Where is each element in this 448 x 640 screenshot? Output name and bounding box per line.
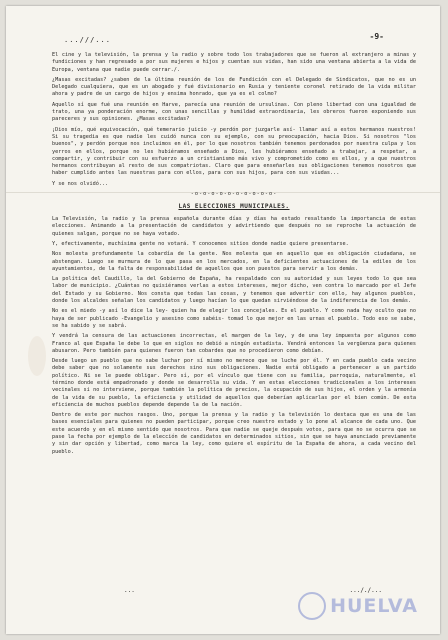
paragraph: Y se nos olvidó... bbox=[52, 180, 109, 187]
document-page bbox=[6, 6, 440, 634]
header-marker: ...///... bbox=[64, 36, 111, 44]
footer-left-marker: ... bbox=[124, 587, 135, 594]
paragraph: Y, efectivamente, muchísima gente no votará. Y conocemos sitios donde nadie quiere presentarse. bbox=[52, 240, 349, 247]
paragraph: La Televisión, la radio y la prensa española durante días y días ha estado resaltando la importancia de estas elecciones. Animando a la presentación de candidatos y advirtiendo que después no se reproche la actuación de quienes salgan, porque no se haya votado. bbox=[52, 216, 416, 237]
paragraph: ¿Masas excitadas? ¿saben de la última reunión de los de Fundición con el Delegado de Sindicatos, que no es un Delegado cualquiera, que es un abogado y fué divisionario en Rusia y teniente coronel retirado de la vida militar ahora y padre de un cargo de hijos y ensima honrado, que ya es el colmo? bbox=[52, 76, 416, 98]
paper-stain bbox=[28, 336, 46, 376]
paragraph: Nos molesta profundamente la cobardía de la gente. Nos molesta que en aquello que es obligación ciudadana, se abstengan. Luego se murmura de lo que pasa en los mercados, en la deficientes actuaciones de la ediles de los ayuntamientos, de la falta de responsabilidad de aquellos que son puestos para servir a los demás. bbox=[52, 251, 416, 272]
paragraph: Aquello sí que fué una reunión en Harve, parecía una reunión de ursulinas. Con pleno libertad con una igualdad de trato, una ya ponderación enorme, con unas sencillas y humildad extraordinaria, les obreros fueron exponiendo sus pareceres y sus opiniones. ¿Masas excitadas? bbox=[52, 101, 416, 123]
paragraph: ¡Dios mío, qué equivocación, qué temerario juicio -y perdón por juzgarle así- llamar así a estos hermanos nuestros! Si su tragedia es que nadie les cuidó nunca con su ejemplo, con su preocupación, hacia Dios. Si nosotros "los buenos", y perdón porque nos incluimos en él, por lo que nosotros también tenemos perdonados por nuestra culpa y los yerros en ellos, porque no les hubiéramos enseñado a Dios, les hubiéramos enseñado a trabajar, a respetar, a compartir, y contribuir con su esfuerzo a un cristianismo más vivo y comprometido como es ellos, y a que nuestros hermanos contribuyan al resto de sus compatriotas. Claro que para enseñarles sus obligaciones tenemos nosotros que haber cumplido antes las nuestras para con ellos, para con sus hijos, para con sus viudas... bbox=[52, 126, 416, 177]
paragraph: La política del Caudillo, la del Gobierno de España, ha respaldado con su autoridad y sus leyes todo lo que sea labor de municipio. ¿Cuántas no quisiéramos verlas a estos intereses, mejor dicho, ven contra lo marcado por el Jefe del Estado y su Gobierno. Nos consta que todas las cosas, y tenemos que advertir con ello, hay algunos pueblos, donde los alcaldes señalan los candidatos y luego hacían lo que quedan sirviéndose de la indiferencia de los demás. bbox=[52, 276, 416, 305]
page-number: -9- bbox=[369, 32, 384, 41]
archive-watermark bbox=[298, 592, 418, 620]
paragraph: No es el miedo -y así lo dice la ley- quien ha de elegir los concejales. Es el pueblo. Y como nada hay oculto que no haya de ser publicado -Evangelio y asesino como sabéis- tomad lo que mejor en las urnas el pueblo. Todo eso se sabe, se ha sabido y se sabrá. bbox=[52, 308, 416, 329]
footer-continuation-marker: ..././... bbox=[349, 587, 382, 594]
paragraph: Dentro de este por muchos rasgos. Uno, porque la prensa y la radio y la televisión lo destaca que es una de las bases esenciales para quienes no pueden participar, porque creo nuestro estado y lo pone al alcance de cada uno. Que este acuerdo y en el mismo sentido que nosotros. Para que nadie se queje después votos, para que no se ocurra que se pase la fecha por ejemplo de la elección de candidatos en determinados sitios, sin que se haya anunciado previamente y sin dar opción y libertad, como marca la ley, como quiere el espíritu de la España de ahora, a cada vecino del pueblo. bbox=[52, 412, 416, 455]
document-body bbox=[52, 52, 416, 459]
watermark-text: HUELVA bbox=[330, 595, 418, 617]
section-divider: -o-o-o-o-o-o-o-o-o-o- bbox=[190, 191, 278, 198]
paragraph: Desde luego un pueblo que no sabe luchar por sí mismo no merece que se luche por él. Y en cada pueblo cada vecino debe saber que no solamente sus derechos sino sus obligaciones. Nadie está obligado a pertenecer a un partido político. Ni se le puede obligar. Pero sí, por el vínculo que tiene con su familia, parroquia, naturalmente, el término donde está empadronado y donde se desarrolla su vida. Y en estas elecciones tradicionales a los intereses vecinales si no interviene, porque también la política de precios, la ocupación de sus hijos, el orden y la armonía de la vida de su pueblo, la eficiencia y utilidad de aquellos que deberían aplicarlas por el bien común. De esta eficiencia de muchos pueblos depende depende la de la nación. bbox=[52, 358, 416, 408]
seal-icon bbox=[298, 592, 326, 620]
paragraph: Y vendrá la censura de las actuaciones incorrectas, el margen de la ley, y de una ley impuesta por algunos como Franco al que España le debe lo que en siglos no debió a ningún estadista. Vendrá entonces la vergüenza para quienes abusaron. Pero también para quienes fueron tan cobardes que no procedieron como debían. bbox=[52, 333, 416, 354]
section-title: LAS ELECCIONES MUNICIPALES. bbox=[178, 203, 290, 211]
paragraph: El cine y la televisión, la prensa y la radio y sobre todo los trabajadores que se fueron al extranjero a minas y fundiciones y han regresado a por sus mujeres e hijos y cuentan sus vidas, han sido una ventana abierta a la vida de Europa, ventana que nadie puede cerrar./. bbox=[52, 52, 416, 73]
